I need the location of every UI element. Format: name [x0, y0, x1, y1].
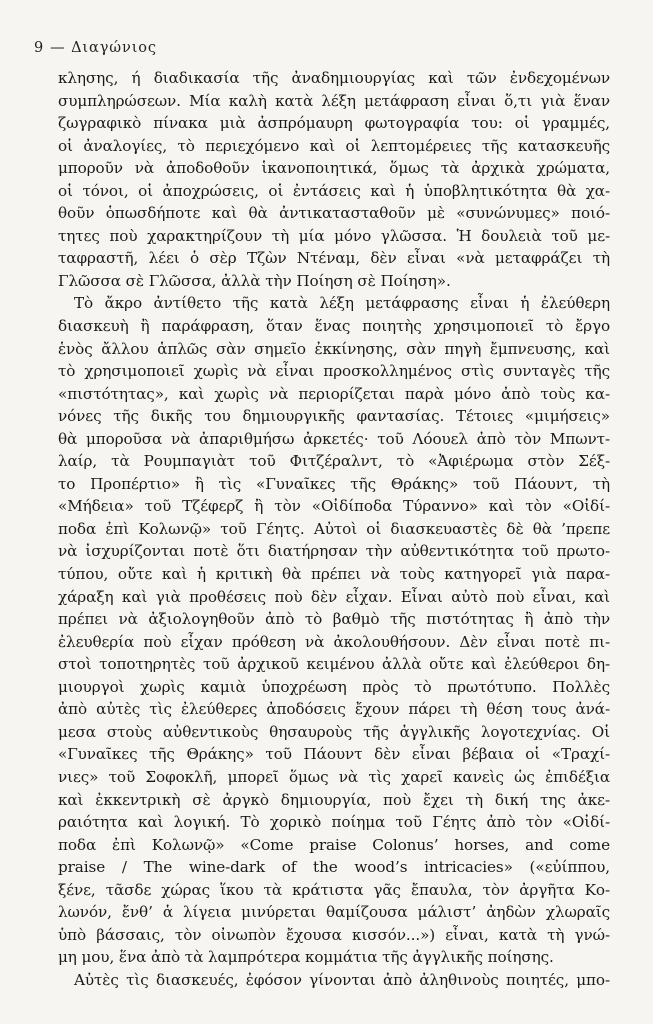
- text-line: μεσα στοὺς αὐθεντικοὺς θησαυροὺς τῆς ἀγγλικῆς λογοτεχνίας. Οἱ: [58, 722, 610, 741]
- text-line: καὶ ἐκκεντρικὴ σὲ ἀργκὸ δημιουργία, ποὺ ἔχει τὴ δική της ἀκε-: [58, 790, 610, 809]
- text-line: ταφραστῆ, λέει ὁ σὲρ Τζὼν Ντέναμ, δὲν εἶναι «νὰ μεταφράζει τὴ: [58, 249, 610, 268]
- text-line: λωνόν, ἔνθ’ ἁ λίγεια μινύρεται θαμίζουσα μάλιστ’ ἀηδὼν χλωραῖς: [58, 903, 610, 922]
- text-line: μη μου, ἕνα ἀπὸ τὰ λαμπρότερα κομμάτια τῆς ἀγγλικῆς ποίησης.: [58, 948, 554, 967]
- text-line: πρέπει νὰ ἀξιολογηθοῦν ἀπὸ τὸ βαθμὸ τῆς πιστότητας ἢ ἀπὸ τὴν: [58, 610, 610, 629]
- text-line: στοὶ τοποτηρητὲς τοῦ ἀρχικοῦ κειμένου ἀλλὰ οὔτε καὶ ἐλεύθεροι δη-: [58, 655, 610, 674]
- page-number: 9: [34, 40, 45, 56]
- text-line: λαίρ, τὰ Ρουμπαγιὰτ τοῦ Φιτζέραλντ, τὸ «Ἀφιέρωμα στὸν Σέξ-: [58, 452, 610, 471]
- text-line: ποδα ἐπὶ Κολωνῷ» «Come praise Colonus’ horses, and come: [58, 835, 610, 854]
- text-line: Αὐτὲς τὶς διασκευές, ἐφόσον γίνονται ἀπὸ ἀληθινοὺς ποιητές, μπο-: [74, 970, 610, 989]
- running-head-dash: —: [50, 40, 66, 56]
- text-line: τύπου, οὔτε καὶ ἡ κριτικὴ θὰ πρέπει νὰ τοὺς κατηγορεῖ γιὰ παρα-: [58, 565, 610, 584]
- text-line: διασκευὴ ἢ παράφραση, ὅταν ἕνας ποιητὴς χρησιμοποιεῖ τὸ ἔργο: [58, 317, 610, 336]
- text-line: ραιότητα καὶ λογική. Τὸ χορικὸ ποίημα τοῦ Γέητς ἀπὸ τὸν «Οἰδί-: [58, 813, 610, 832]
- text-line: τὸ χρησιμοποιεῖ χωρὶς νὰ εἶναι προσκολλημένος στὶς συνταγὲς τῆς: [58, 362, 610, 381]
- text-line: praise / The wine-dark of the wood’s intricacies» («εὐίππου,: [58, 858, 610, 877]
- running-title: Διαγώνιος: [71, 40, 157, 56]
- text-line: ἀπὸ αὐτὲς τὶς ἐλεύθερες ἀποδόσεις ἔχουν πάρει τὴ θέση τους ἀνά-: [58, 700, 610, 719]
- text-line: «Γυναῖκες τῆς Θράκης» τοῦ Πάουντ δὲν εἶναι βέβαια οἱ «Τραχί-: [58, 745, 610, 764]
- text-line: ὑπὸ βάσσαις, τὸν οἰνωπὸν ἔχουσα κισσόν...») εἶναι, κατὰ τὴ γνώ-: [58, 925, 610, 944]
- text-line: συμπληρώσεων. Μία καλὴ κατὰ λέξη μετάφραση εἶναι ὅ,τι γιὰ ἕναν: [58, 91, 610, 110]
- text-line: «πιστότητας», καὶ χωρὶς νὰ περιορίζεται παρὰ μόνο ἀπὸ τοὺς κα-: [58, 384, 610, 403]
- text-line: Τὸ ἄκρο ἀντίθετο τῆς κατὰ λέξη μετάφρασης εἶναι ἡ ἐλεύθερη: [74, 294, 610, 313]
- text-line: ἐλευθερία ποὺ εἶχαν πρόθεση νὰ ἀκολουθήσουν. Δὲν εἶναι ποτὲ πι-: [58, 632, 610, 651]
- text-line: κλησης, ή διαδικασία τῆς ἀναδημιουργίας καὶ τῶν ἐνδεχομένων: [58, 69, 610, 87]
- text-line: ποδα ἐπὶ Κολωνῷ» τοῦ Γέητς. Αὐτοὶ οἱ διασκευαστὲς δὲ θὰ ’πρεπε: [58, 519, 610, 538]
- text-line: ἑνὸς ἄλλου ἁπλῶς σὰν σημεῖο ἐκκίνησης, σὰν πηγὴ ἔμπνευσης, καὶ: [58, 339, 610, 358]
- body-text: [58, 67, 610, 991]
- running-head: [34, 40, 157, 56]
- text-line: Γλῶσσα σὲ Γλῶσσα, ἀλλὰ τὴν Ποίηση σὲ Ποίηση».: [58, 271, 451, 290]
- text-line: νόνες τῆς δικῆς του δημιουργικῆς φαντασίας. Τέτοιες «μιμήσεις»: [58, 407, 610, 426]
- text-line: μποροῦν νὰ ἀποδοθοῦν ἱκανοποιητικά, ὅμως τὰ ἀρχικὰ χρώματα,: [58, 159, 610, 178]
- text-line: ζωγραφικὸ πίνακα μιὰ ἀσπρόμαυρη φωτογραφία του: οἱ γραμμές,: [58, 114, 610, 133]
- text-line: θὰ μποροῦσα νὰ ἀπαριθμήσω ἀρκετές· τοῦ Λόουελ ἀπὸ τὸν Μπωντ-: [58, 429, 610, 448]
- text-line: οἱ τόνοι, οἱ ἀποχρώσεις, οἱ ἐντάσεις καὶ ἡ ὑποβλητικότητα θὰ χα-: [58, 181, 610, 200]
- text-line: θοῦν ὁπωσδήποτε καὶ θὰ ἀντικατασταθοῦν μὲ «συνώνυμες» ποιό-: [58, 204, 610, 223]
- text-line: ξένε, τᾶσδε χώρας ἵκου τὰ κράτιστα γᾶς ἔπαυλα, τὸν ἀργῆτα Κο-: [58, 880, 610, 899]
- text-line: νὰ ἰσχυρίζονται ποτὲ ὅτι διατήρησαν τὴν αὐθεντικότητα τοῦ πρωτο-: [58, 542, 610, 561]
- text-line: οἱ ἀναλογίες, τὸ περιεχόμενο καὶ οἱ λεπτομέρειες τῆς κατασκευῆς: [58, 136, 610, 155]
- text-line: νιες» τοῦ Σοφοκλῆ, μπορεῖ ὅμως νὰ τὶς χαρεῖ κανεὶς ὡς ἐπιδέξια: [58, 767, 610, 786]
- text-line: τητες ποὺ χαρακτηρίζουν τὴ μία μόνο γλῶσσα. Ἡ δουλειὰ τοῦ με-: [58, 226, 610, 245]
- text-line: «Μήδεια» τοῦ Τζέφερζ ἢ τὸν «Οἰδίποδα Τύραννο» καὶ τὸν «Οἰδί-: [58, 497, 610, 516]
- text-line: μιουργοὶ χωρὶς καμιὰ ὑποχρέωση πρὸς τὸ πρωτότυπο. Πολλὲς: [58, 677, 610, 696]
- text-line: το Προπέρτιο» ἢ τὶς «Γυναῖκες τῆς Θράκης» τοῦ Πάουντ, τὴ: [58, 474, 610, 493]
- text-line: χάραξη καὶ γιὰ προθέσεις ποὺ δὲν εἶχαν. Εἶναι αὐτὸ ποὺ εἶναι, καὶ: [58, 587, 610, 606]
